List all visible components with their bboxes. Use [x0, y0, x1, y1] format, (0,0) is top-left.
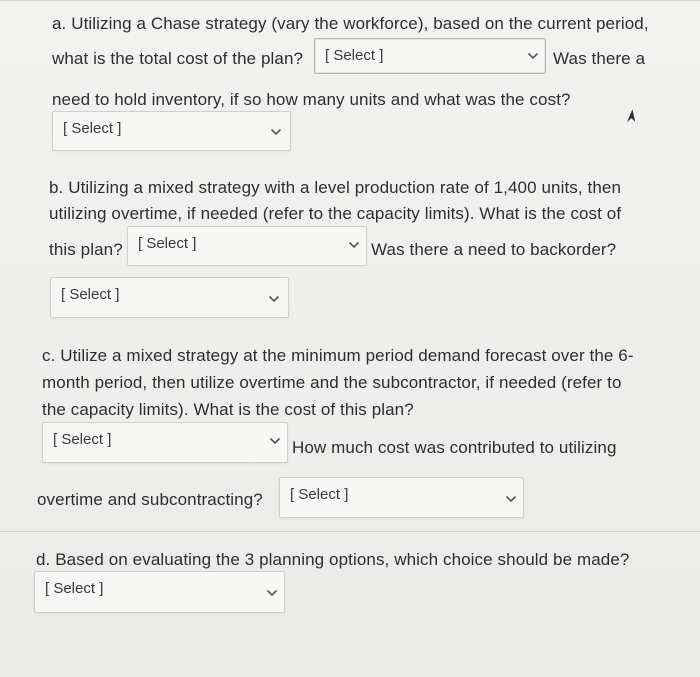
question-a-line-1: a. Utilizing a Chase strategy (vary the workforce), based on the current period, [52, 14, 649, 33]
question-d-line-1: d. Based on evaluating the 3 planning options, which choice should be made? [36, 550, 630, 569]
question-c-cost-select[interactable] [42, 422, 288, 463]
question-b-line-1: b. Utilizing a mixed strategy with a level production rate of 1,400 units, then [49, 178, 622, 197]
question-a-inventory-select[interactable] [52, 111, 291, 151]
question-c-continuation: How much cost was contributed to utilizing [292, 438, 617, 457]
question-c-line-1: c. Utilize a mixed strategy at the minimum period demand forecast over the 6- [42, 346, 634, 365]
select-label: [ Select ] [63, 120, 122, 137]
top-divider [0, 0, 700, 1]
question-c-line-3: the capacity limits). What is the cost of this plan? [42, 400, 414, 419]
question-d-choice-select[interactable] [34, 571, 285, 613]
chevron-down-icon [527, 52, 539, 60]
chevron-down-icon [268, 295, 280, 303]
question-c-line-2: month period, then utilize overtime and the subcontractor, if needed (refer to [42, 373, 622, 392]
question-b-line-2: utilizing overtime, if needed (refer to the capacity limits). What is the cost of [49, 204, 622, 223]
question-a-continuation: Was there a [553, 49, 646, 68]
chevron-down-icon [270, 128, 282, 136]
question-a-line-2: what is the total cost of the plan? [52, 49, 304, 68]
question-a-cost-select[interactable] [314, 38, 546, 74]
chevron-down-icon [269, 437, 281, 445]
question-b-backorder-select[interactable] [50, 277, 289, 318]
select-label: [ Select ] [325, 47, 384, 64]
question-c-line-4: overtime and subcontracting? [37, 490, 263, 509]
chevron-down-icon [266, 589, 278, 597]
question-b-cost-select[interactable] [127, 226, 367, 266]
chevron-down-icon [348, 241, 360, 249]
question-a-line-3: need to hold inventory, if so how many units and what was the cost? [52, 90, 571, 109]
select-label: [ Select ] [138, 235, 197, 252]
select-label: [ Select ] [290, 486, 349, 503]
mouse-pointer-icon [624, 108, 638, 126]
question-c-overtime-select[interactable] [279, 477, 524, 518]
section-divider [0, 531, 700, 532]
question-b-continuation: Was there a need to backorder? [371, 240, 617, 259]
select-label: [ Select ] [53, 431, 112, 448]
question-b-line-3: this plan? [49, 240, 123, 259]
select-label: [ Select ] [45, 580, 104, 597]
chevron-down-icon [505, 495, 517, 503]
select-label: [ Select ] [61, 286, 120, 303]
